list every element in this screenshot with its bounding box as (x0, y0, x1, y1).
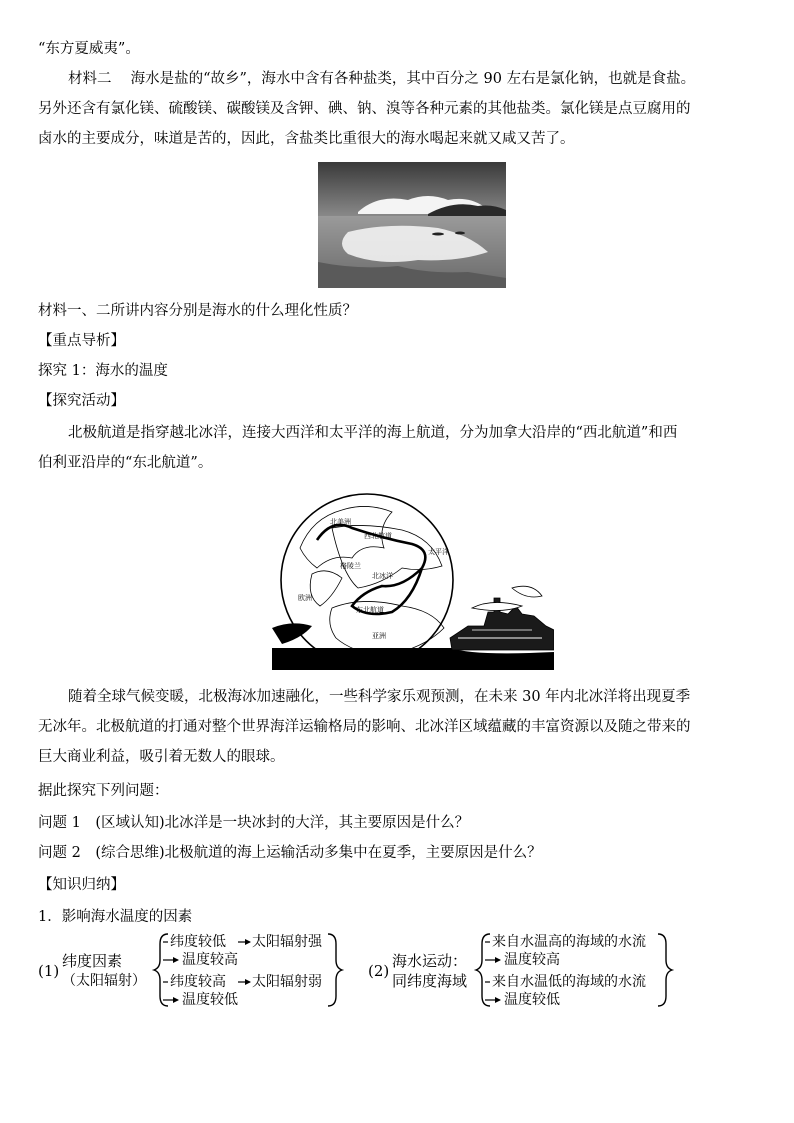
text-line: “东方夏威夷”。 (38, 41, 140, 57)
question-2: 问题 2 (综合思维)北极航道的海上运输活动多集中在夏季，主要原因是什么？ (38, 845, 542, 861)
factor-2-row-4: 温度较低 (504, 992, 560, 1008)
factor-1-row-3a: 纬度较高 (170, 974, 226, 990)
inquiry-title: 探究 1：海水的温度 (38, 363, 168, 379)
globe-graphic (272, 488, 554, 670)
factor-1-row-3b: 太阳辐射弱 (252, 974, 322, 990)
factor-1-title: 纬度因素 (62, 952, 123, 970)
factor-1-row-4: 温度较低 (182, 992, 238, 1008)
factor-2-number: (2) (368, 962, 390, 980)
question-line: 材料一、二所讲内容分别是海水的什么理化性质？ (38, 303, 357, 319)
climate-line-1: 随着全球气候变暖，北极海冰加速融化，一些科学家乐观预测，在未来 30 年内北冰洋将出现夏季 (68, 689, 691, 705)
material-two-line-3: 卤水的主要成分，味道是苦的，因此，含盐类比重很大的海水喝起来就又咸又苦了。 (38, 131, 575, 147)
section-heading: 【重点导析】 (38, 333, 125, 349)
section-heading: 【知识归纳】 (38, 877, 125, 893)
question-1: 问题 1 (区域认知)北冰洋是一块冰封的大洋，其主要原因是什么？ (38, 815, 470, 831)
arctic-route-line-2: 伯利亚沿岸的“东北航道”。 (38, 455, 213, 471)
factor-2-row-2: 温度较高 (504, 952, 560, 968)
climate-line-3: 巨大商业利益，吸引着无数人的眼球。 (38, 749, 285, 765)
factor-2-title: 海水运动： (392, 952, 468, 970)
section-heading: 【探究活动】 (38, 393, 125, 409)
factor-2-row-3: 来自水温低的海域的水流 (492, 974, 646, 990)
inquiry-intro: 据此探究下列问题： (38, 783, 169, 799)
climate-line-2: 无冰年。北极航道的打通对整个世界海洋运输格局的影响、北冰洋区域蕴藏的丰富资源以及随之带来的 (38, 719, 691, 735)
map-label-asia: 亚洲 (372, 632, 386, 640)
arctic-route-line-1: 北极航道是指穿越北冰洋，连接大西洋和太平洋的海上航道，分为加拿大沿岸的“西北航道”和西 (68, 425, 678, 441)
factor-1-subtitle: （太阳辐射） (62, 973, 146, 989)
map-label-north-america: 北美洲 (330, 518, 351, 526)
factor-1-row-1b: 太阳辐射强 (252, 934, 322, 950)
map-label-pacific: 太平洋 (428, 548, 449, 556)
diagram-lines (38, 930, 778, 1012)
factor-heading: 1．影响海水温度的因素 (38, 909, 193, 925)
map-label-greenland: 格陵兰 (340, 562, 361, 570)
temperature-factors-diagram (38, 930, 778, 1012)
sea-photo (318, 162, 506, 288)
map-label-northwest-passage: 西北航道 (364, 532, 392, 540)
factor-2-row-1: 来自水温高的海域的水流 (492, 934, 646, 950)
factor-1-row-2: 温度较高 (182, 952, 238, 968)
map-label-europe: 欧洲 (298, 594, 312, 602)
material-two-line-1: 材料二 海水是盐的“故乡”，海水中含有各种盐类，其中百分之 90 左右是氯化钠，也就是食盐。 (68, 71, 696, 87)
map-label-arctic-ocean: 北冰洋 (372, 572, 393, 580)
factor-1-row-1a: 纬度较低 (170, 934, 226, 950)
factor-2-subtitle: 同纬度海域 (392, 972, 468, 990)
material-two-line-2: 另外还含有氯化镁、硫酸镁、碳酸镁及含钾、碘、钠、溴等各种元素的其他盐类。氯化镁是点豆腐用的 (38, 101, 691, 117)
factor-1-number: (1) (38, 962, 60, 980)
sea-photo-graphic (318, 162, 506, 288)
map-label-northeast-passage: 东北航道 (356, 606, 384, 614)
arctic-route-map (272, 488, 554, 670)
